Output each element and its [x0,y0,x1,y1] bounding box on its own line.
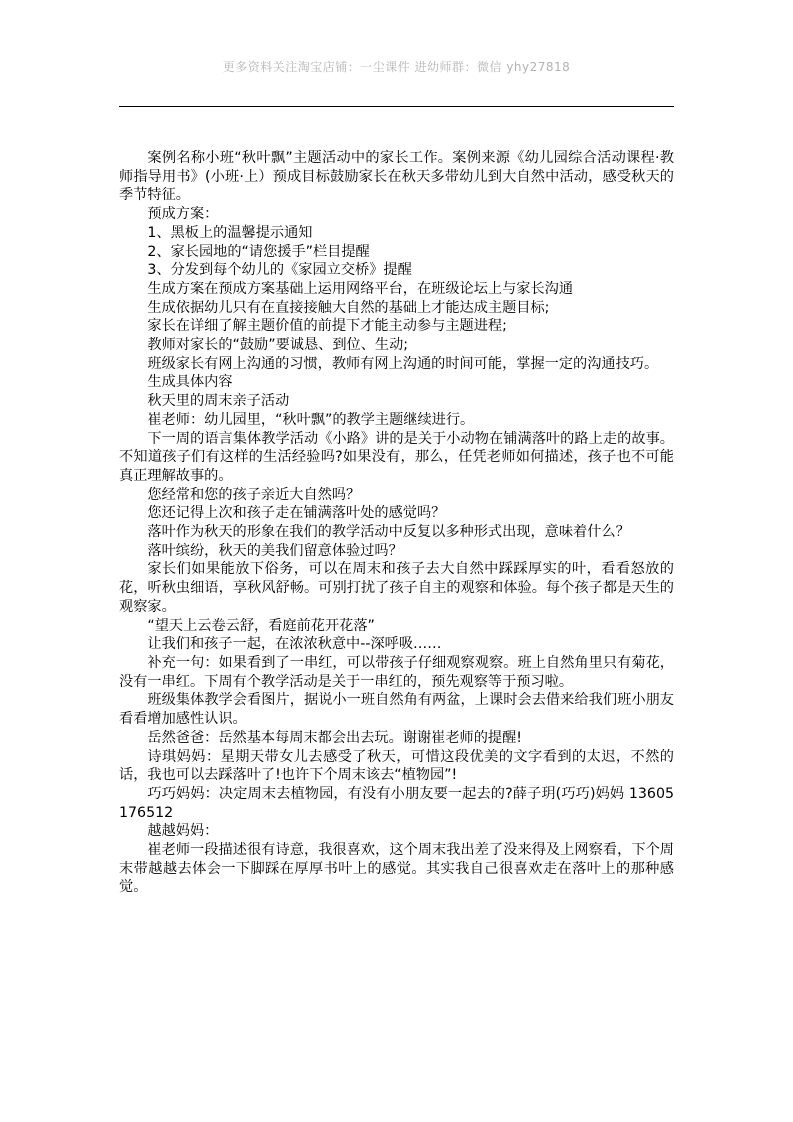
paragraph: 家长们如果能放下俗务，可以在周末和孩子去大自然中踩踩厚实的叶，看看怒放的花，听秋虫细语，享秋风舒畅。可别打扰了孩子自主的观察和体验。每个孩子都是天生的观察家。 [119,561,674,615]
paragraph: 生成具体内容 [147,374,233,391]
paragraph: 家长在详细了解主题价值的前提下才能主动参与主题进程; [147,318,507,335]
paragraph: 班级家长有网上沟通的习惯，教师有网上沟通的时间可能，掌握一定的沟通技巧。 [147,355,659,372]
paragraph: 1、黑板上的温馨提示通知 [147,224,313,241]
header-divider [119,106,674,107]
paragraph: 生成依据幼儿只有在直接接触大自然的基础上才能达成主题目标; [147,299,550,316]
paragraph: 崔老师一段描述很有诗意，我很喜欢，这个周末我出差了没来得及上网察看，下个周末带越越去体会一下脚踩在厚厚书叶上的感觉。其实我自己很喜欢走在落叶上的那种感觉。 [119,842,674,896]
paragraph: 案例名称小班“秋叶飘”主题活动中的家长工作。案例来源《幼儿园综合活动课程·教师指导用书》(小班·上）预成目标鼓励家长在秋天多带幼儿到大自然中活动，感受秋天的季节特征。 [119,150,674,204]
page-header-watermark: 更多资料关注淘宝店铺：一尘课件 进幼师群：微信 yhy27818 [222,60,571,74]
paragraph: 生成方案在预成方案基础上运用网络平台，在班级论坛上与家长沟通 [147,280,574,297]
paragraph: 落叶作为秋天的形象在我们的教学活动中反复以多种形式出现，意味着什么？ [147,524,630,541]
paragraph: 让我们和孩子一起，在浓浓秋意中--深呼吸…… [147,636,442,653]
document-body [119,149,674,897]
paragraph: 3、分发到每个幼儿的《家园立交桥》提醒 [147,262,412,279]
paragraph: 您经常和您的孩子亲近大自然吗？ [147,486,361,503]
paragraph: 预成方案： [147,206,219,223]
paragraph: 崔老师：幼儿园里，“秋叶飘”的教学主题继续进行。 [147,411,475,428]
paragraph: 班级集体教学会看图片，据说小一班自然角有两盆，上课时会去借来给我们班小朋友看看增加感性认识。 [119,692,674,728]
paragraph: 秋天里的周末亲子活动 [147,393,290,410]
paragraph: 2、家长园地的“请您援手”栏目提醒 [147,243,370,260]
paragraph: 落叶缤纷，秋天的美我们留意体验过吗？ [147,542,403,559]
paragraph: “望天上云卷云舒，看庭前花开花落” [147,617,375,634]
paragraph: 您还记得上次和孩子走在铺满落叶处的感觉吗？ [147,505,446,522]
paragraph: 诗琪妈妈：星期天带女儿去感受了秋天，可惜这段优美的文字看到的太迟，不然的话，我也可以去踩落叶了!也许下个周末该去“植物园”! [119,748,674,784]
paragraph: 巧巧妈妈：决定周末去植物园，有没有小朋友要一起去的?薛子玥(巧巧)妈妈 13605176512 [119,785,674,821]
paragraph: 补充一句：如果看到了一串红，可以带孩子仔细观察观察。班上自然角里只有菊花，没有一串红。下周有个教学活动是关于一串红的，预先观察等于预习啦。 [119,654,674,690]
paragraph: 越越妈妈： [147,823,219,840]
paragraph: 岳然爸爸：岳然基本每周末都会出去玩。谢谢崔老师的提醒! [147,729,522,746]
paragraph: 下一周的语言集体教学活动《小路》讲的是关于小动物在铺满落叶的路上走的故事。不知道孩子们有这样的生活经验吗?如果没有，那么，任凭老师如何描述，孩子也不可能真正理解故事的。 [119,430,674,484]
paragraph: 教师对家长的“鼓励”要诚恳、到位、生动; [147,337,409,354]
